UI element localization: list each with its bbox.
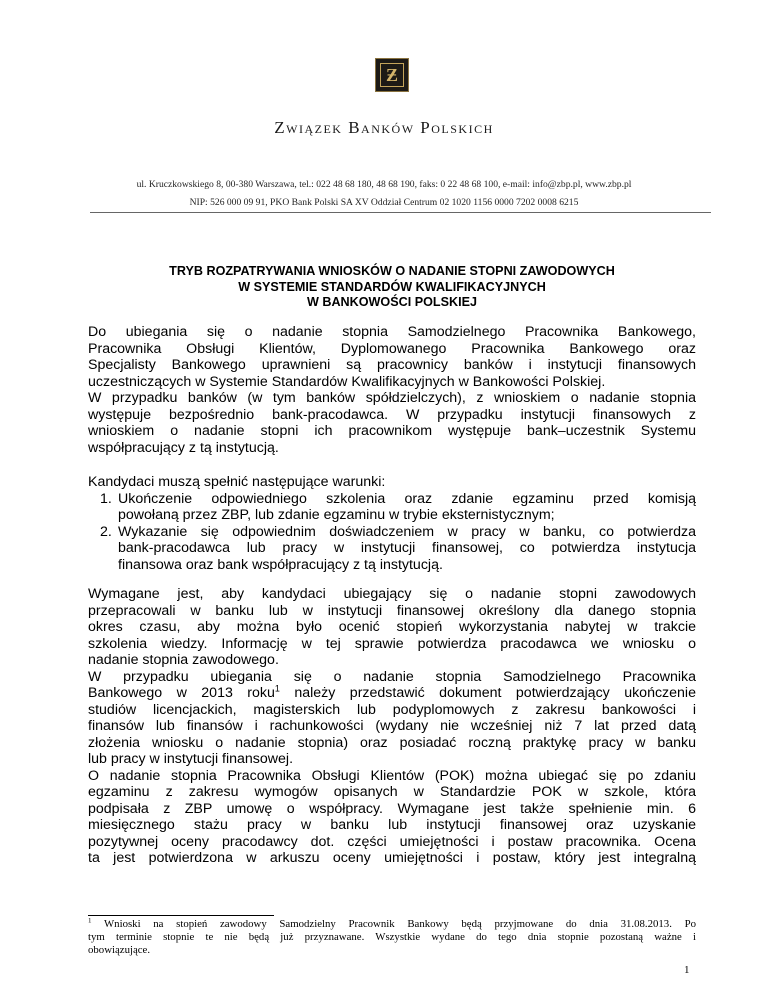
paragraph-eligibility xyxy=(88,324,696,456)
text-line: Wymagane jest, aby kandydaci ubiegający się o nadanie stopni zawodowych xyxy=(88,586,696,602)
text-line: O nadanie stopnia Pracownika Obsługi Klientów (POK) można ubiegać się po zdaniu xyxy=(88,767,696,784)
text-line: szkolenia wiedzy. Informację w tej sprawie potwierdza pracodawca we wniosku o xyxy=(88,635,696,652)
text-line: powołaną przez ZBP, lub zdanie egzaminu w trybie eksternistycznym; xyxy=(118,507,555,523)
text-line: pozytywnej oceny pracodawcy dot. części umiejętności i postaw pracownika. Ocena xyxy=(88,833,696,850)
header-divider xyxy=(90,212,711,213)
list-number: 1. xyxy=(100,490,112,507)
text-line: ta jest potwierdzona w arkuszu oceny umiejętności i postaw, który jest integralną xyxy=(88,850,696,866)
text-line: Do ubiegania się o nadanie stopnia Samodzielnego Pracownika Bankowego, xyxy=(88,324,696,340)
zbp-logo xyxy=(375,58,409,92)
text-line: okres czasu, aby można było ocenić stopień wykorzystania nabytej w trakcie xyxy=(88,619,696,635)
text-segment: należy przedstawić dokument potwierdzający ukończenie xyxy=(279,685,696,701)
text-line: finansowa oraz bank współpracujący z tą instytucją. xyxy=(118,556,443,573)
text-line: współpracujący z tą instytucją. xyxy=(88,439,279,456)
text-line: Ukończenie odpowiedniego szkolenia oraz zdanie egzaminu przed komisją xyxy=(118,490,696,507)
text-line: studiów licencjackich, magisterskich lub podyplomowych z zakresu bankowości i xyxy=(88,701,696,718)
title-line: W BANKOWOŚCI POLSKIEJ xyxy=(306,295,478,309)
conditions-intro: Kandydaci muszą spełnić następujące warunki: xyxy=(88,474,386,490)
footnote-line: obowiązujące. xyxy=(88,944,151,956)
footnote-marker: 1 xyxy=(88,918,92,925)
paragraph-requirements xyxy=(88,586,696,867)
text-line: finansów lub finansów i rachunkowości (wydany nie wcześniej niż 7 lat przed datą xyxy=(88,718,696,734)
page-number: 1 xyxy=(684,964,690,976)
title-line: TRYB ROZPATRYWANIA WNIOSKÓW O NADANIE STOPNI ZAWODOWYCH xyxy=(169,264,615,278)
footnote-reference[interactable]: 1 xyxy=(274,685,280,694)
text-line: miesięcznego stażu pracy w banku lub instytucji finansowej oraz uzyskanie xyxy=(88,817,696,833)
text-line: W przypadku banków (w tym banków spółdzielczych), z wnioskiem o nadanie stopnia xyxy=(88,390,696,406)
text-line: bank-pracodawca lub pracy w instytucji finansowej, co potwierdza instytucja xyxy=(118,540,696,556)
text-line: występuje bezpośrednio bank-pracodawca. W przypadku instytucji finansowych z xyxy=(88,406,696,423)
footnote-divider xyxy=(88,915,274,916)
text-line: Pracownika Obsługi Klientów, Dyplomowanego Pracownika Bankowego oraz xyxy=(88,340,696,357)
text-line: wnioskiem o nadanie stopni ich pracownikom występuje bank–uczestnik Systemu xyxy=(88,423,696,439)
text-line: Wykazanie się odpowiednim doświadczeniem w pracy w banku, co potwierdza xyxy=(118,523,696,540)
text-line: podpisała z ZBP umowę o współpracy. Wymagane jest także spełnienie min. 6 xyxy=(88,800,696,817)
text-line: W przypadku ubiegania się o nadanie stopnia Samodzielnego Pracownika xyxy=(88,668,696,685)
text-line-with-footnote xyxy=(88,685,696,702)
address-line-1: ul. Kruczkowskiego 8, 00-380 Warszawa, tel.: 022 48 68 180, 48 68 190, faks: 0 22 48 68 100, e-mail: info@zbp.pl, www.zbp.pl xyxy=(136,179,632,190)
text-line: przepracowali w banku lub w instytucji finansowej określony dla danego stopnia xyxy=(88,602,696,619)
paragraph-conditions xyxy=(88,474,696,573)
text-line: egzaminu z zakresu wymogów opisanych w Standardzie POK w szkole, która xyxy=(88,784,696,800)
text-line: uczestniczących w Systemie Standardów Kwalifikacyjnych w Bankowości Polskiej. xyxy=(88,373,606,390)
footnote-line xyxy=(88,918,696,931)
text-line: nadanie stopnia zawodowego. xyxy=(88,652,279,668)
footnote-line: tym terminie stopnie te nie będą już przyznawane. Wszystkie wydane do tego dnia stopnie pozostaną ważne i xyxy=(88,931,696,943)
list-item xyxy=(88,491,696,524)
list-number: 2. xyxy=(100,523,112,540)
text-segment: Bankowego w 2013 roku xyxy=(88,685,275,701)
text-line: Specjalisty Bankowego uprawnieni są pracownicy banków i instytucji finansowych xyxy=(88,357,696,373)
text-line: złożenia wniosku o nadanie stopnia) oraz posiadać roczną praktykę pracy w banku xyxy=(88,734,696,751)
footnote-text: Wnioski na stopień zawodowy Samodzielny Pracownik Bankowy będą przyjmowane do dnia 31.08.2013. Po xyxy=(91,918,696,930)
list-item xyxy=(88,524,696,574)
footnote xyxy=(88,918,696,957)
document-title xyxy=(88,264,696,311)
text-line: lub pracy w instytucji finansowej. xyxy=(88,751,294,767)
zbp-logo-emblem-icon: Ƶ xyxy=(380,63,404,87)
organization-name: Związek Banków Polskich xyxy=(274,118,494,137)
title-line: W SYSTEMIE STANDARDÓW KWALIFIKACYJNYCH xyxy=(238,279,546,294)
address-line-2: NIP: 526 000 09 91, PKO Bank Polski SA XV Oddział Centrum 02 1020 1156 0000 7202 0008 6215 xyxy=(189,197,579,208)
